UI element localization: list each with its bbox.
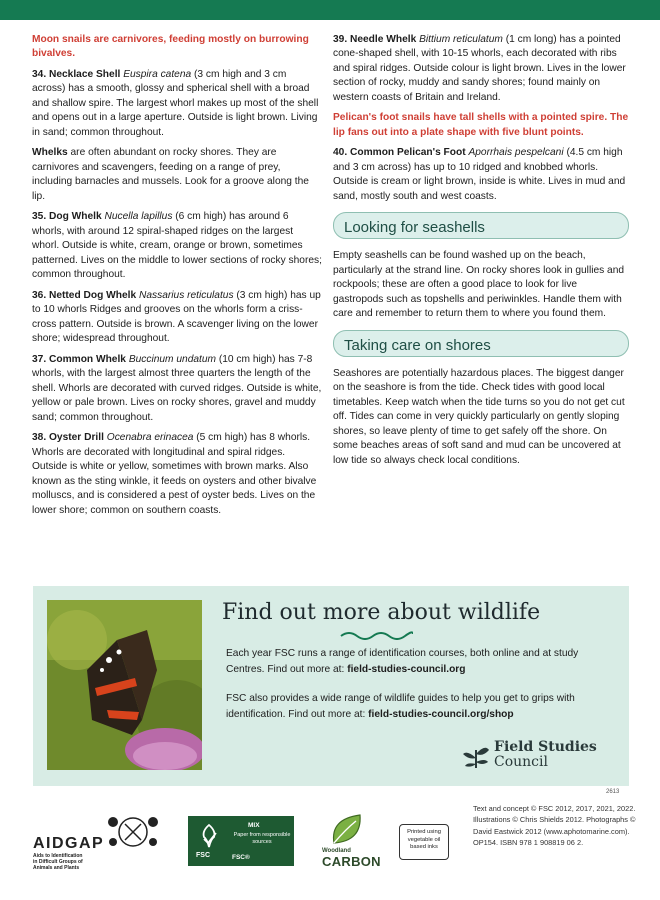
whelks-body: are often abundant on rocky shores. They are carnivores and scavengers, feeding on a range of prey, including barnacles and mussels. Look for a groove along the lip. bbox=[32, 147, 309, 202]
right-column bbox=[333, 33, 629, 474]
aidgap-sub-line: Aids to Identification bbox=[33, 853, 83, 859]
leaf-icon bbox=[461, 740, 491, 770]
looking-heading: Looking for seashells bbox=[333, 212, 629, 239]
leaf-icon bbox=[326, 811, 366, 847]
species-title: 38. Oyster Drill bbox=[32, 432, 104, 444]
aidgap-sub-line: Animals and Plants bbox=[33, 864, 80, 871]
left-column bbox=[32, 33, 322, 524]
moon-snails-intro: Moon snails are carnivores, feeding mostly on burrowing bivalves. bbox=[32, 34, 309, 60]
species-latin: Ocenabra erinacea bbox=[106, 432, 194, 444]
species-34 bbox=[32, 68, 322, 140]
promo-title: Find out more about wildlife bbox=[222, 600, 541, 625]
printed-line: Printed using bbox=[407, 829, 441, 835]
mix-word: MIX bbox=[248, 822, 260, 829]
whelks-lead: Whelks bbox=[32, 147, 68, 159]
species-38 bbox=[32, 431, 322, 518]
tree-check-icon bbox=[194, 821, 224, 851]
species-latin: Nassarius reticulatus bbox=[139, 289, 234, 301]
logo-line-1: Field Studies bbox=[494, 739, 597, 755]
shop-link[interactable]: field-studies-council.org/shop bbox=[368, 709, 514, 721]
carbon-main: CARBON bbox=[322, 854, 381, 869]
species-title: 39. Needle Whelk bbox=[333, 34, 417, 45]
printed-badge bbox=[399, 824, 449, 860]
field-studies-council-logo bbox=[461, 740, 621, 774]
species-body: (5 cm high) has 8 whorls. Whorls are decorated with longitudinal and spiral ridges. Outside is white or yellow, sometimes with brown marks. Also known as the sting winkle, it feeds on oysters and other bivalve molluscs, and is considered a pest of oyster beds. Lives on the lower shore; common on southern coasts. bbox=[32, 432, 317, 516]
species-body: (3 cm high) has up to 10 whorls Ridges and grooves on the whorls form a criss-cross pattern. Outside is brown. A scavenger living on the lower shore; widespread throughout. bbox=[32, 289, 321, 345]
species-body: (4.5 cm high and 3 cm across) has up to 10 ridged and knobbed whorls. Outside is cream or light brown, inside is white. Lives in mud and sand, mostly south and west coasts. bbox=[333, 147, 626, 202]
care-body: Seashores are potentially hazardous places. The biggest danger on the seashore is from the tide. Check tides with good local timetables. Keep watch when the tide turns so you do not get cut off. Tides can come in very quickly particularly on gently sloping shores, so leave plenty of time to get safely off the shore. On some beaches areas of soft sand and mud can be uncovered at low tide so always check local conditions. bbox=[333, 367, 625, 466]
decorative-wave bbox=[339, 630, 413, 640]
paper-text: Paper from responsible sources bbox=[233, 832, 291, 845]
top-brand-bar bbox=[0, 0, 660, 20]
species-body: (3 cm high and 3 cm across) has a smooth, glossy and spherical shell with a broad and shallow spire. The largest whorl makes up most of the shell and opens out in a large aperture. Outside is light brown. Living in sand; common throughout. bbox=[32, 68, 319, 138]
carbon-top: Woodland bbox=[322, 848, 351, 854]
species-title: 35. Dog Whelk bbox=[32, 211, 102, 223]
fsc-word: FSC bbox=[196, 852, 210, 859]
species-latin: Nucella lapillus bbox=[104, 211, 173, 223]
species-latin: Buccinum undatum bbox=[128, 353, 217, 365]
whelks-intro bbox=[32, 146, 322, 204]
species-body: (10 cm high) has 7-8 whorls, with the largest almost three quarters the length of the shell. Whorls are decorated with curved ridges. Outside is white, yellow or pale brown. Lives on rocky shores, gravel and muddy sand; common throughout. bbox=[32, 353, 322, 423]
footer bbox=[0, 804, 660, 898]
fsc-registered: FSC® bbox=[232, 854, 250, 861]
courses-paragraph bbox=[226, 646, 611, 679]
guides-paragraph bbox=[226, 691, 611, 724]
creatures-icon bbox=[103, 812, 163, 852]
care-heading: Taking care on shores bbox=[333, 330, 629, 357]
species-title: 36. Netted Dog Whelk bbox=[32, 289, 137, 301]
printed-line: based inks bbox=[410, 844, 438, 851]
species-latin: Euspira catena bbox=[123, 68, 192, 80]
species-40 bbox=[333, 146, 629, 204]
guides-text: FSC also provides a wide range of wildlife guides to help you get to grips with identification. Find out more at: bbox=[226, 693, 575, 721]
species-body: (6 cm high) has around 6 whorls, with around 12 spiral-shaped ridges on the largest whorl. Outside is white, cream, orange or brown, sometimes patterned. Lives on the middle to lower sections of rocky shores; common throughout. bbox=[32, 211, 322, 281]
courses-text: Each year FSC runs a range of identification courses, both online and at study Centres. Find out more at: bbox=[226, 648, 579, 676]
species-body: (1 cm long) has a pointed cone-shaped shell, with 10-15 whorls, each decorated with ribs and spiral ridges. Outside colour is light brown. Lives in the lower section of rocky, muddy and sandy shores; found mainly on western coasts of Britain and Ireland. bbox=[333, 34, 626, 103]
species-39 bbox=[333, 33, 629, 105]
species-title: 37. Common Whelk bbox=[32, 353, 126, 365]
butterfly-photo bbox=[47, 600, 202, 770]
species-latin: Aporrhais pespelcani bbox=[468, 147, 564, 159]
species-title: 40. Common Pelican's Foot bbox=[333, 147, 466, 159]
woodland-carbon-logo bbox=[322, 811, 382, 881]
species-title: 34. Necklace Shell bbox=[32, 68, 121, 80]
courses-link[interactable]: field-studies-council.org bbox=[347, 664, 466, 676]
pelican-intro: Pelican's foot snails have tall shells with a pointed spire. The lip fans out into a plate shape with five blunt points. bbox=[333, 112, 629, 138]
aidgap-subtitle bbox=[33, 854, 83, 871]
species-36 bbox=[32, 289, 322, 347]
species-35 bbox=[32, 210, 322, 282]
aidgap-sub-line: in Difficult Groups of bbox=[33, 858, 83, 865]
printed-line: vegetable oil bbox=[407, 836, 441, 843]
species-37 bbox=[32, 353, 322, 425]
print-code: 2613 bbox=[606, 789, 620, 795]
aidgap-name: AIDGAP bbox=[33, 835, 105, 852]
looking-body: Empty seashells can be found washed up on the beach, particularly at the strand line. On rocky shores look in gullies and rockpools; these are often a good place to look for live gastropods such as topshells and periwinkles. Handle them with care and remember to return them to where you found them. bbox=[333, 250, 625, 320]
aidgap-logo bbox=[33, 816, 163, 871]
logo-line-2: Council bbox=[494, 754, 548, 770]
species-latin: Bittium reticulatum bbox=[419, 34, 503, 45]
wildlife-promo-panel bbox=[33, 586, 629, 786]
credits-text: Text and concept © FSC 2012, 2017, 2021, 2022. Illustrations © Chris Shields 2012. Photographs © David Eastwick 2012 (www.aphotomarine.com). OP154. ISBN 978 1 908819 06 2. bbox=[473, 804, 636, 848]
fsc-mix-label bbox=[188, 816, 294, 866]
